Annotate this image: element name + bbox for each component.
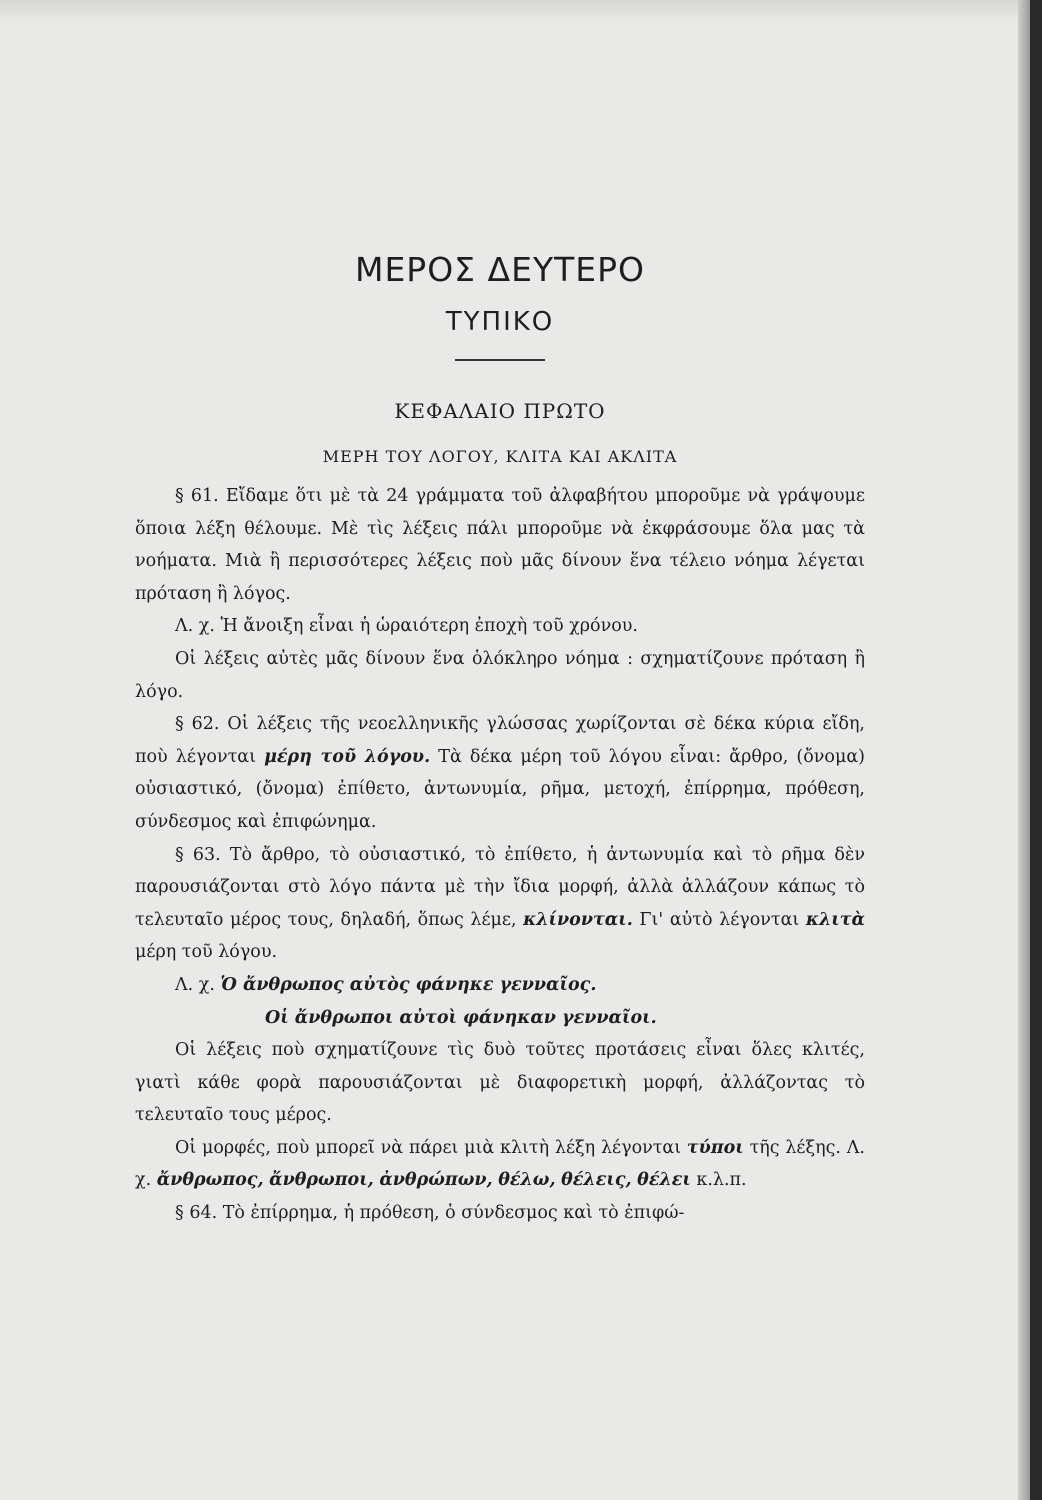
page-edge-shadow <box>1018 0 1030 1500</box>
example-63-line2 <box>135 1002 865 1035</box>
section-title: ΜΕΡΗ ΤΟΥ ΛΟΓΟΥ, ΚΛΙΤΑ ΚΑΙ ΑΚΛΙΤΑ <box>322 447 678 466</box>
forms-word-5: θέλεις, <box>561 1170 632 1191</box>
forms-text-a: Οἱ μορφές, ποὺ μπορεῖ νὰ πάρει μιὰ κλιτὴ λέξη λέγονται <box>175 1137 687 1158</box>
body-text <box>135 480 865 1230</box>
example-61: Λ. χ. Ἡ ἄνοιξη εἶναι ἡ ὡραιότερη ἐποχὴ τοῦ χρόνου. <box>175 616 638 637</box>
forms-word-3: ἀνθρώπων, <box>379 1170 493 1191</box>
forms-end: κ.λ.π. <box>690 1170 747 1191</box>
example-63-sentence1: Ὁ ἄνθρωπος αὐτὸς φάνηκε γενναῖος. <box>220 974 597 995</box>
p62-bold-term: μέρη τοῦ λόγου. <box>264 746 431 767</box>
note-61: Οἱ λέξεις αὐτὲς μᾶς δίνουν ἕνα ὁλόκληρο νόημα : σχηματίζουνε πρόταση ἢ λόγο. <box>135 648 865 702</box>
paragraph-64: § 64. Τὸ ἐπίρρημα, ἡ πρόθεση, ὁ σύνδεσμος καὶ τὸ ἐπιφώ- <box>175 1203 685 1224</box>
p62-text-b: Τὰ δέκα μέρη τοῦ λόγου εἶναι: ἄρθρο, (ὄνομα) οὐσιαστικό, (ὄνομα) ἐπίθετο, ἀντωνυμία, ρῆμα, μετοχή, ἐπίρρημα, πρόθεση, σύνδεσμος καὶ ἐπιφώνημα. <box>135 746 865 832</box>
example-63-sentence2: Οἱ ἄνθρωποι αὐτοὶ φάνηκαν γενναῖοι. <box>265 1007 657 1028</box>
forms-word-4: θέλω, <box>498 1170 556 1191</box>
page-top-shadow <box>0 0 1030 22</box>
forms-word-2: ἄνθρωποι, <box>269 1170 374 1191</box>
example-63-line1 <box>135 969 865 1002</box>
p63-text-c: μέρη τοῦ λόγου. <box>135 942 278 963</box>
paragraph-62 <box>135 708 865 838</box>
forms-word-6: θέλει <box>637 1170 691 1191</box>
paragraph-forms <box>135 1132 865 1197</box>
p63-bold-klita: κλιτὰ <box>805 909 865 930</box>
forms-bold-typoi: τύποι <box>686 1137 744 1158</box>
title-divider <box>455 359 545 361</box>
p62-text-a: § 62. Οἱ λέξεις τῆς νεοελληνικῆς γλώσσας χωρίζονται σὲ δέκα κύρια εἴδη, ποὺ λέγονται <box>135 714 865 767</box>
chapter-title: ΚΕΦΑΛΑΙΟ ΠΡΩΤΟ <box>394 399 606 423</box>
part-title: ΜΕΡΟΣ ΔΕΥΤΕΡΟ <box>354 250 645 289</box>
part-subtitle: ΤΥΠΙΚΟ <box>445 307 555 337</box>
page-content <box>135 240 865 1230</box>
example-63-lead: Λ. χ. <box>175 974 221 995</box>
p63-bold-klinontai: κλίνονται. <box>523 909 633 930</box>
forms-text-b: τῆς λέξης. Λ. χ. <box>135 1137 865 1191</box>
paragraph-61: § 61. Εἴδαμε ὅτι μὲ τὰ 24 γράμματα τοῦ ἀλφαβήτου μποροῦμε νὰ γράψουμε ὅποια λέξη θέλουμε. Μὲ τὶς λέξεις πάλι μποροῦμε νὰ ἐκφράσουμε ὅλα μας τὰ νοήματα. Μιὰ ἢ περισσότερες λέξεις ποὺ μᾶς δίνουν ἕνα τέλειο νόημα λέγεται πρόταση ἢ λόγος. <box>135 486 865 604</box>
note-63: Οἱ λέξεις ποὺ σχηματίζουνε τὶς δυὸ τοῦτες προτάσεις εἶναι ὅλες κλιτές, γιατὶ κάθε φορὰ παρουσιάζονται μὲ διαφορετικὴ μορφή, ἀλλάζοντας τὸ τελευταῖο τους μέρος. <box>135 1040 865 1126</box>
forms-word-1: ἄνθρωπος, <box>156 1170 264 1191</box>
p63-text-b: Γι' αὐτὸ λέγονται <box>632 909 806 930</box>
p63-text-a: § 63. Τὸ ἄρθρο, τὸ οὐσιαστικό, τὸ ἐπίθετο, ἡ ἀντωνυμία καὶ τὸ ρῆμα δὲν παρουσιάζονται στὸ λόγο πάντα μὲ τὴν ἴδια μορφή, ἀλλὰ ἀλλάζουν κάπως τὸ τελευταῖο μέρος τους, δηλαδή, ὅπως λέμε, <box>135 844 865 930</box>
paragraph-63 <box>135 839 865 969</box>
